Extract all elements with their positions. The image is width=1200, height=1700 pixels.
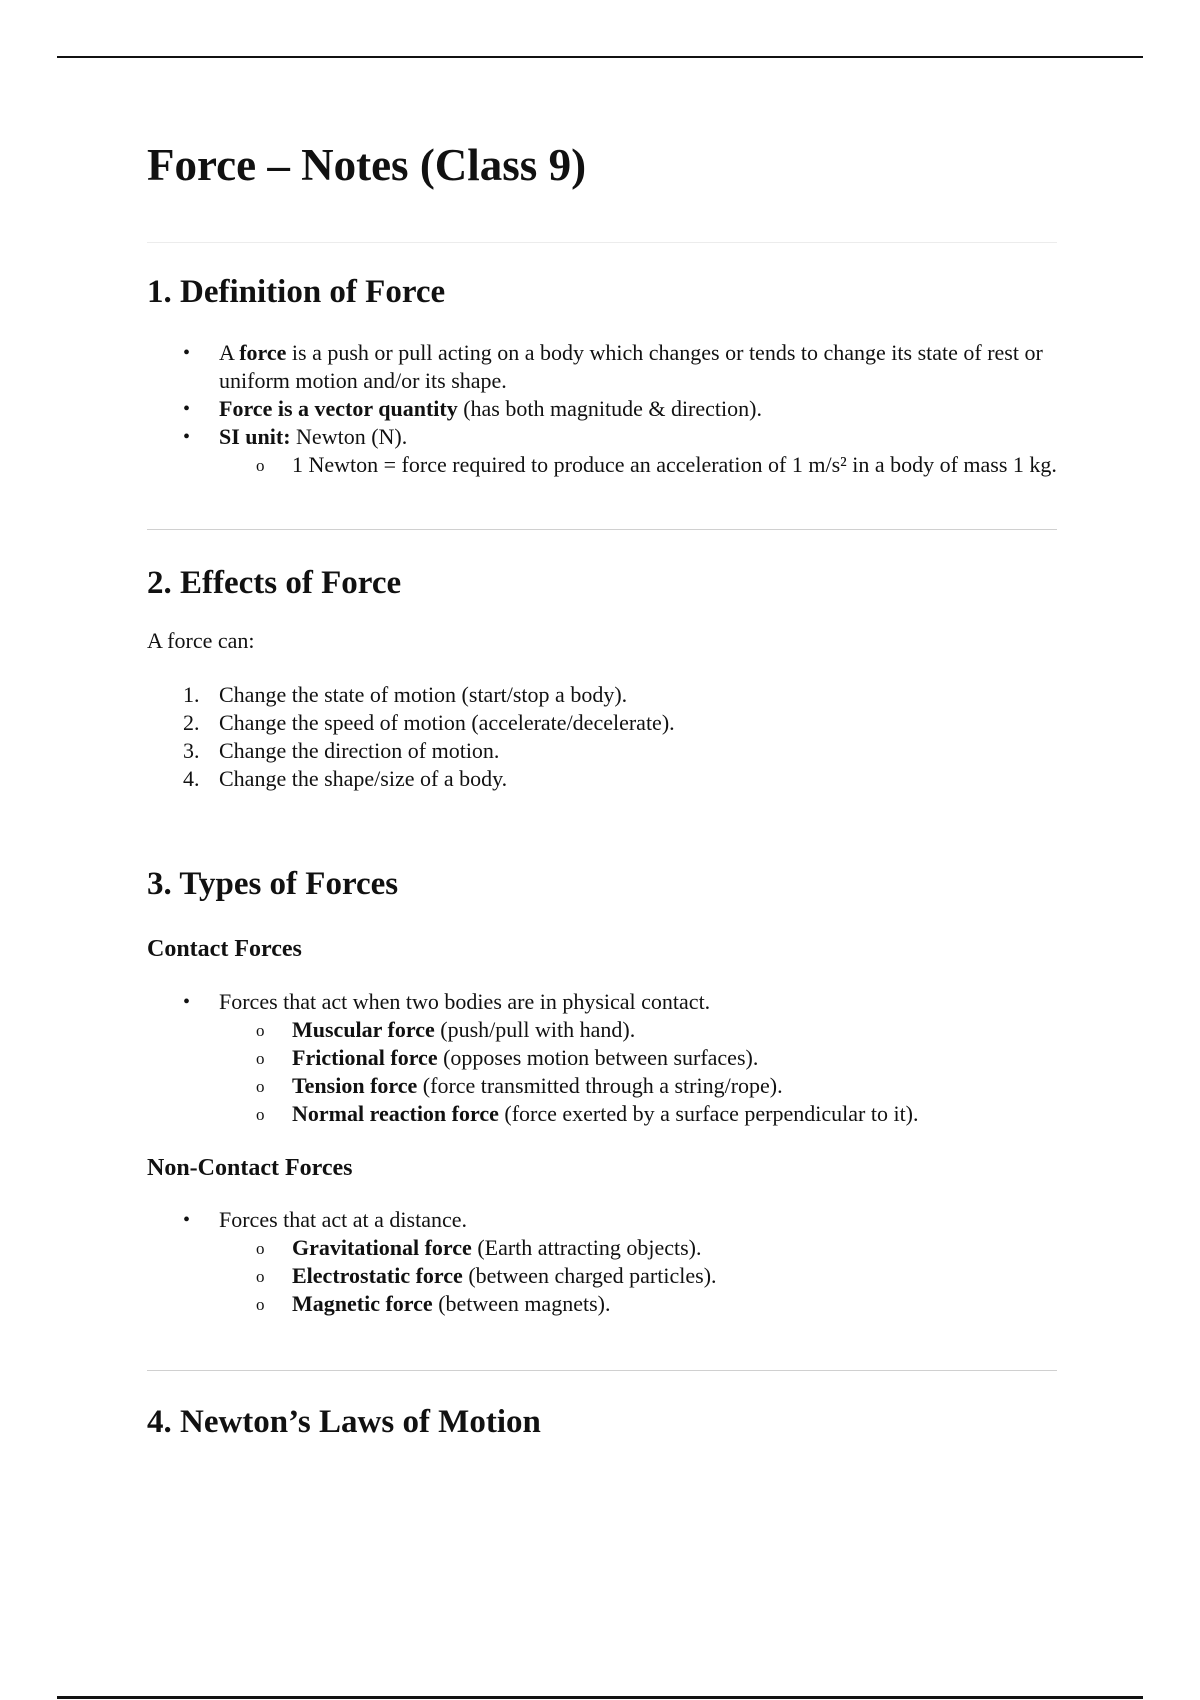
list-item: 3. Change the direction of motion. [183, 738, 500, 764]
subheading-contact-forces: Contact Forces [147, 935, 302, 962]
section-heading-newton: 4. Newton’s Laws of Motion [147, 1404, 541, 1441]
section-divider [147, 529, 1057, 530]
sub-list-item: o Magnetic force (between magnets). [292, 1290, 1057, 1318]
list-item: • SI unit: Newton (N). o 1 Newton = force required to produce an acceleration of 1 m/s² in a body of mass 1 kg. [219, 423, 1057, 479]
section-divider [147, 1370, 1057, 1371]
sub-list [219, 1234, 1057, 1318]
list-item: 1. Change the state of motion (start/stop a body). [183, 682, 628, 708]
page-title: Force – Notes (Class 9) [147, 140, 587, 190]
section-heading-definition: 1. Definition of Force [147, 274, 446, 310]
sub-list [219, 451, 1057, 479]
sub-list-item: o 1 Newton = force required to produce an acceleration of 1 m/s² in a body of mass 1 kg. [292, 451, 1057, 479]
effects-intro: A force can: [147, 628, 255, 654]
sub-list-item: o Frictional force (opposes motion between surfaces). [292, 1044, 1057, 1072]
sub-list-item: o Tension force (force transmitted through a string/rope). [292, 1072, 1057, 1100]
list-item: 2. Change the speed of motion (accelerate/decelerate). [183, 710, 675, 736]
sub-list-item: o Normal reaction force (force exerted by a surface perpendicular to it). [292, 1100, 1057, 1128]
subheading-non-contact-forces: Non-Contact Forces [147, 1154, 353, 1181]
list-item: • Forces that act when two bodies are in physical contact. o Muscular force (push/pull with hand). o Frictional force (opposes motion between surfaces). o Tension force (force transmitted through a string/rope). o Normal reaction force (force exerted by a surface perpendicular to it). [219, 988, 1057, 1128]
list-item: • Force is a vector quantity (has both magnitude & direction). [219, 395, 1057, 423]
document-body [147, 138, 1057, 1443]
contact-forces-list [147, 988, 1057, 1128]
sub-list-item: o Electrostatic force (between charged particles). [292, 1262, 1057, 1290]
effects-list [147, 681, 1057, 793]
list-item: • A force is a push or pull acting on a body which changes or tends to change its state of rest or uniform motion and/or its shape. [219, 339, 1057, 395]
definition-list [147, 339, 1057, 479]
list-item: 4. Change the shape/size of a body. [183, 766, 508, 792]
sub-list-item: o Muscular force (push/pull with hand). [292, 1016, 1057, 1044]
section-heading-types: 3. Types of Forces [147, 866, 399, 903]
non-contact-forces-list [147, 1206, 1057, 1318]
sub-list [219, 1016, 1057, 1128]
sub-list-item: o Gravitational force (Earth attracting objects). [292, 1234, 1057, 1262]
section-divider [147, 242, 1057, 243]
list-item: • Forces that act at a distance. o Gravitational force (Earth attracting objects). o Electrostatic force (between charged particles). o Magnetic force (between magnets). [219, 1206, 1057, 1318]
section-heading-effects: 2. Effects of Force [147, 564, 402, 601]
page-bottom-rule [57, 1696, 1143, 1699]
page-top-rule [57, 56, 1143, 58]
